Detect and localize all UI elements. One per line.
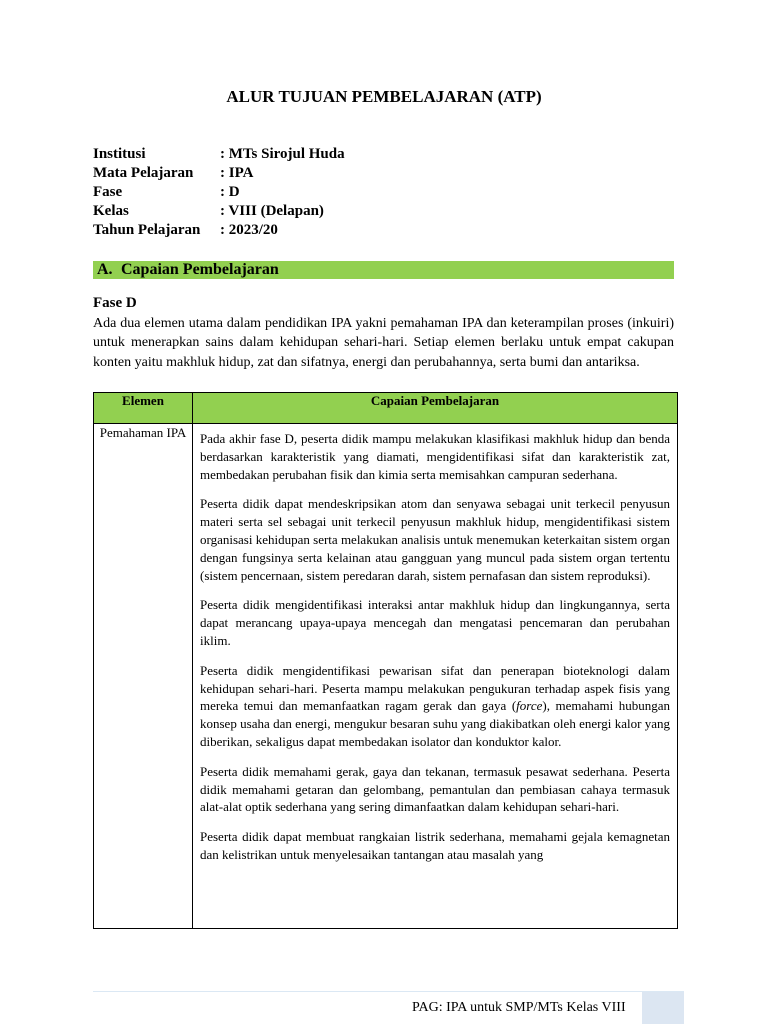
info-label: Tahun Pelajaran	[93, 222, 201, 238]
info-value: : 2023/20	[220, 222, 278, 238]
capaian-table	[93, 392, 678, 929]
cp-paragraph: Peserta didik mengidentifikasi interaksi antar makhluk hidup dan lingkungannya, serta dapat merancang upaya-upaya mencegah dan mengatasi pencemaran dan perubahan iklim.	[200, 597, 670, 648]
footer-divider	[93, 991, 684, 992]
header-capaian-pembelajaran: Capaian Pembelajaran	[370, 393, 500, 408]
cp-paragraph: Pada akhir fase D, peserta didik mampu melakukan klasifikasi makhluk hidup dan benda berdasarkan karakteristik yang diamati, mengidentifikasi sifat dan karakteristik zat, membedakan perubahan fisik dan kimia serta memisahkan campuran sederhana.	[200, 431, 670, 482]
info-label: Kelas	[93, 203, 129, 219]
info-label: Institusi	[93, 146, 146, 162]
info-value: : MTs Sirojul Huda	[220, 146, 345, 162]
info-row-fase	[93, 183, 345, 202]
info-label: Fase	[93, 184, 123, 200]
cp-paragraph: Peserta didik dapat mendeskripsikan atom dan senyawa sebagai unit terkecil penyusun materi serta sel sebagai unit terkecil penyusun makhluk hidup, mengidentifikasi sistem organisasi kehidupan serta melakukan analisis untuk menemukan keterkaitan sistem organ dengan fungsinya serta kelainan atau gangguan yang muncul pada sistem organ tertentu (sistem pencernaan, sistem peredaran darah, sistem pernafasan dan sistem reproduksi).	[200, 496, 670, 583]
info-value: : D	[220, 184, 240, 200]
cp-paragraph: Peserta didik memahami gerak, gaya dan tekanan, termasuk pesawat sederhana. Peserta didik memahami getaran dan gelombang, pemantulan dan pembiasan cahaya termasuk alat-alat optik sederhana yang sering dimanfaatkan dalam kehidupan sehari-hari.	[200, 763, 670, 815]
table-header-row	[94, 393, 677, 424]
info-value: : IPA	[220, 165, 254, 181]
table-row	[94, 424, 677, 929]
info-value: : VIII (Delapan)	[220, 203, 324, 219]
info-block	[93, 145, 345, 240]
cell-elemen: Pemahaman IPA	[94, 424, 193, 929]
cp-paragraph: Peserta didik dapat membuat rangkaian listrik sederhana, memahami gejala kemagnetan dan kelistrikan untuk menyelesaikan tantangan atau masalah yang	[200, 829, 670, 862]
info-label: Mata Pelajaran	[93, 165, 194, 181]
fase-heading: Fase D	[93, 295, 137, 311]
page-number-box	[642, 992, 684, 1024]
info-row-tahun-pelajaran	[93, 221, 345, 240]
section-title: Capaian Pembelajaran	[121, 261, 279, 278]
cp-paragraph: Peserta didik mengidentifikasi pewarisan sifat dan penerapan bioteknologi dalam kehidupan sehari-hari. Peserta mampu melakukan pengukuran terhadap aspek fisis yang mereka temui dan memanfaatkan ragam gerak dan gaya (force), memahami hubungan konsep usaha dan energi, mengukur besaran suhu yang diakibatkan oleh energi kalor yang diberikan, sekaligus dapat membedakan isolator dan konduktor kalor.	[200, 662, 671, 749]
info-row-kelas	[93, 202, 345, 221]
cell-capaian	[193, 424, 677, 929]
footer-text: PAG: IPA untuk SMP/MTs Kelas VIII	[412, 1000, 626, 1015]
page-title: ALUR TUJUAN PEMBELAJARAN (ATP)	[226, 87, 542, 106]
intro-paragraph: Ada dua elemen utama dalam pendidikan IPA yakni pemahaman IPA dan keterampilan proses (inkuiri) untuk menerapkan sains dalam kehidupan sehari-hari. Setiap elemen berlaku untuk empat cakupan konten yaitu makhluk hidup, zat dan sifatnya, energi dan perubahannya, serta bumi dan antariksa.	[93, 316, 674, 370]
header-elemen: Elemen	[94, 393, 193, 423]
info-row-institusi	[93, 145, 345, 164]
section-letter: A.	[97, 261, 113, 278]
info-row-mata-pelajaran	[93, 164, 345, 183]
section-heading-capaian	[93, 261, 674, 279]
